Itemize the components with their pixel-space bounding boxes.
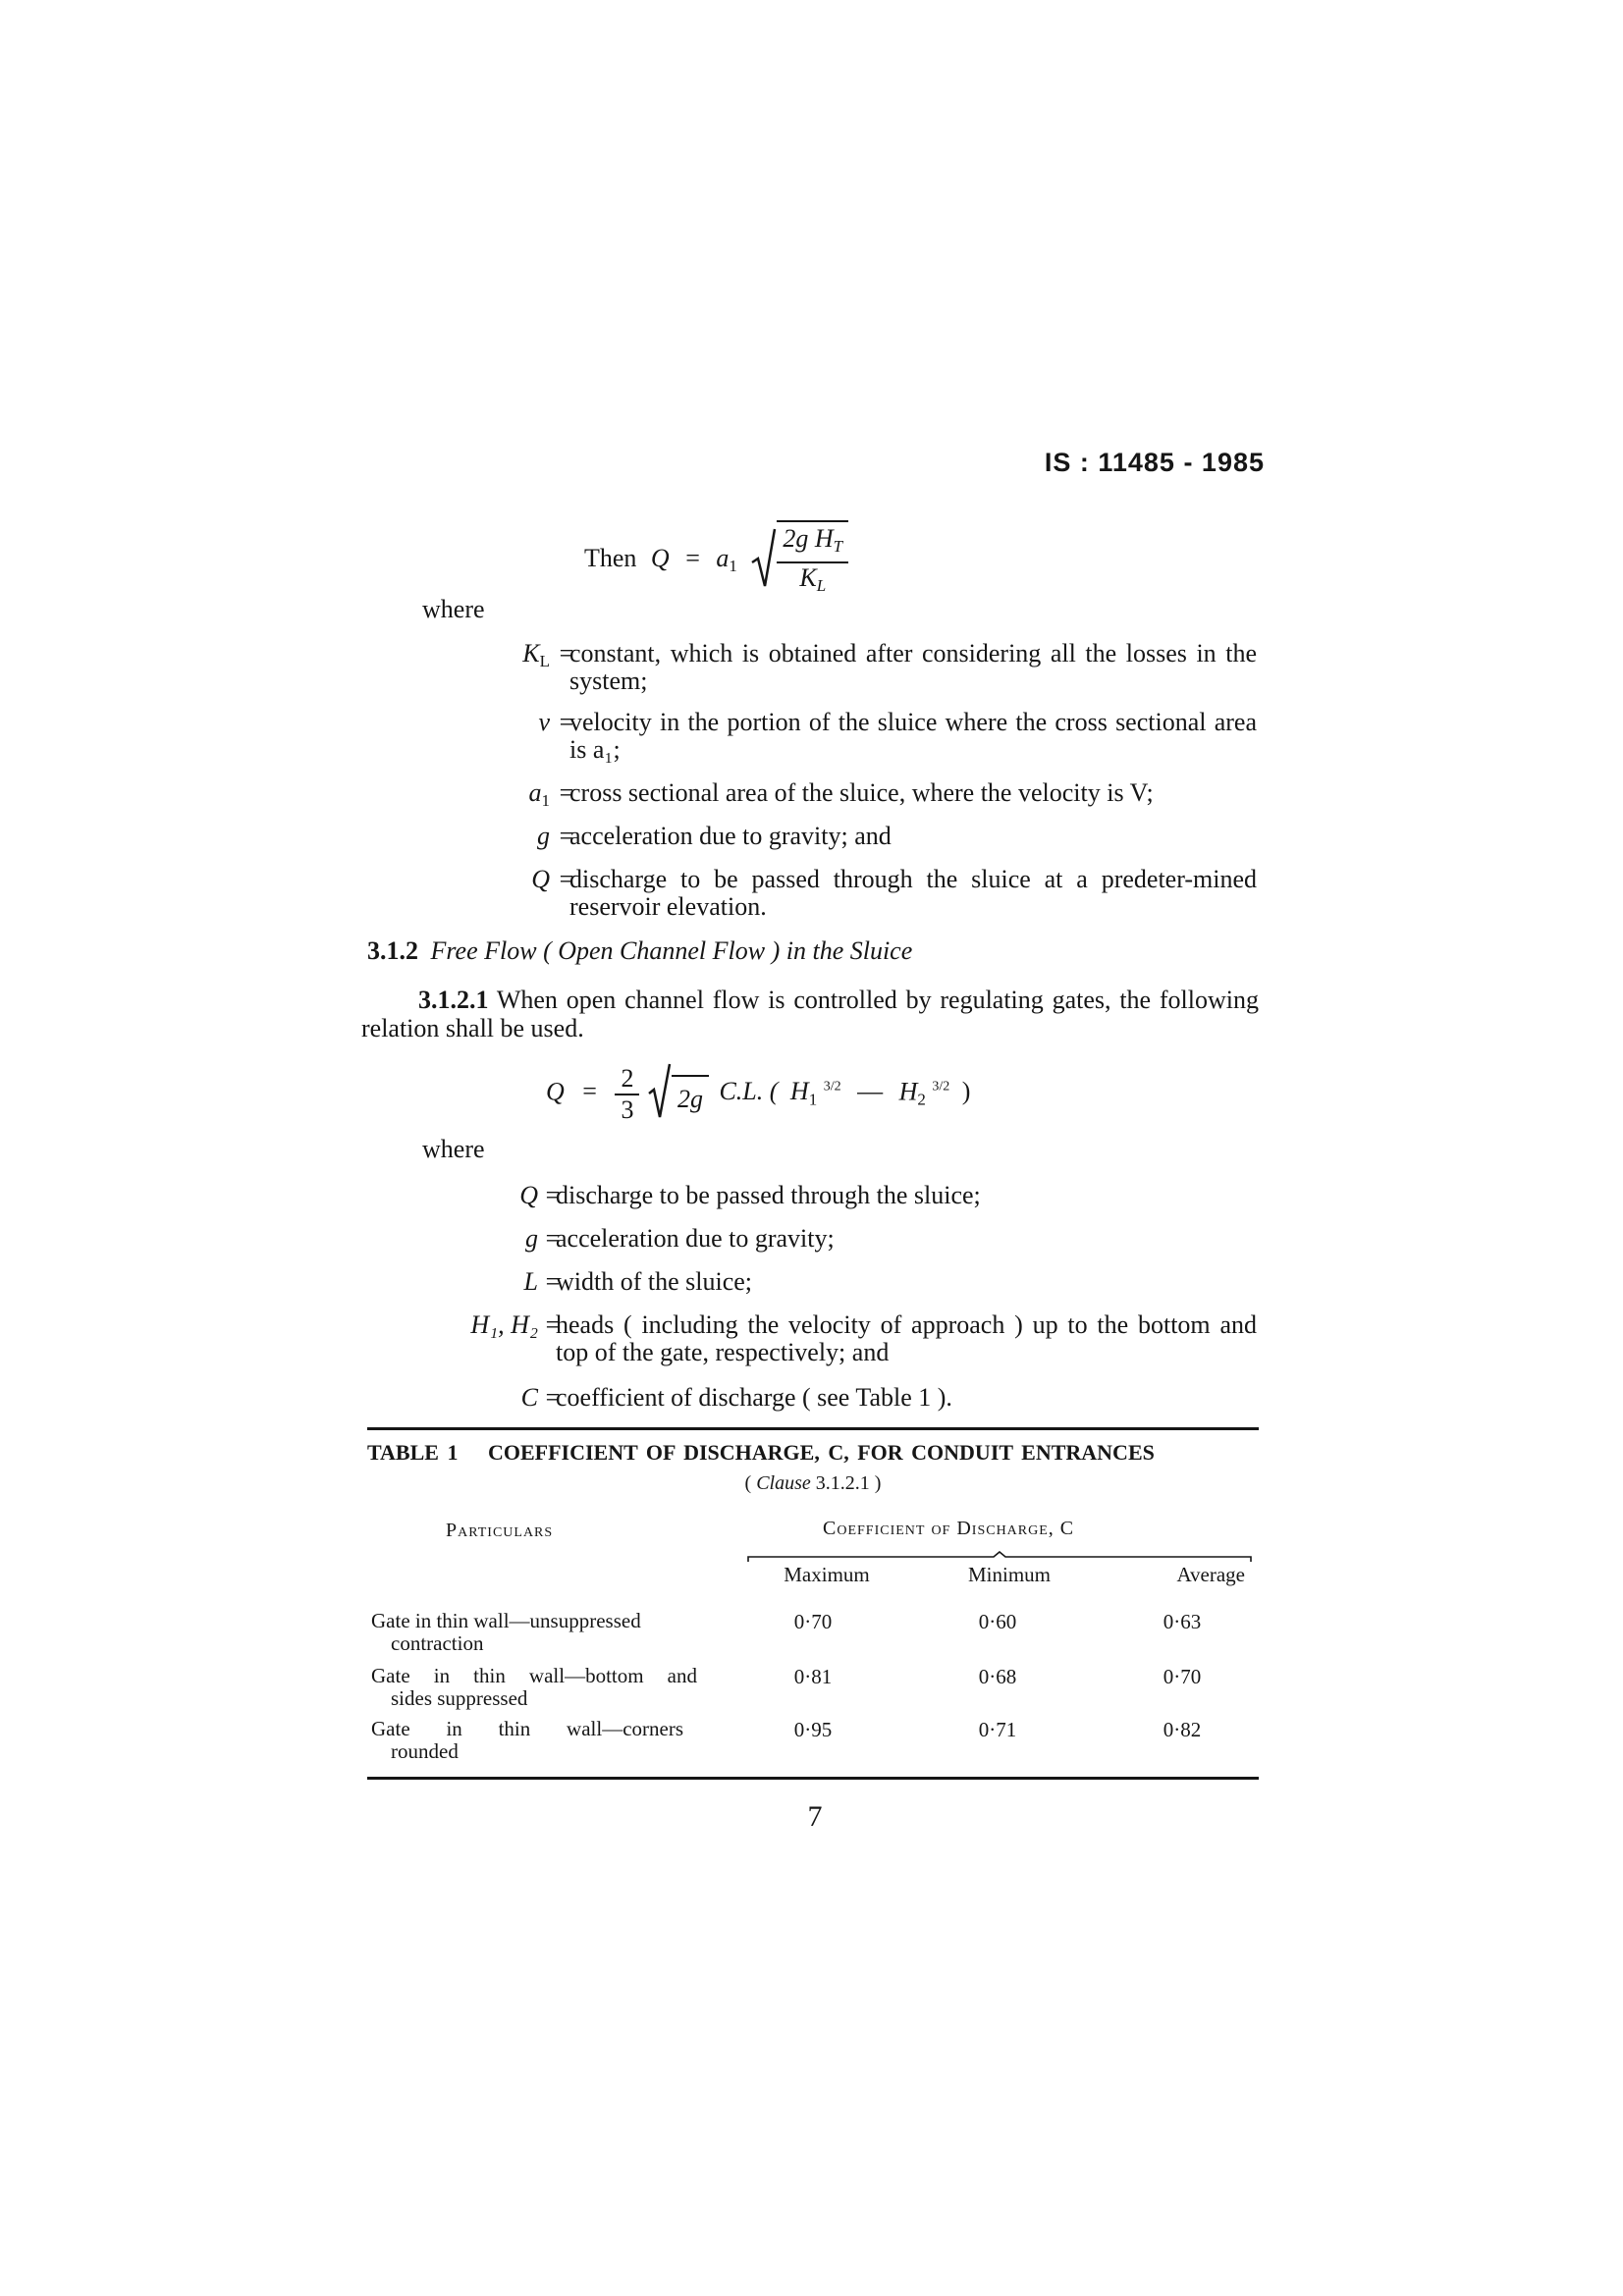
fraction-numerator: 2: [615, 1064, 639, 1095]
definition-symbol-sub: 1: [541, 791, 550, 810]
equation-1: [584, 520, 848, 601]
equation-2: [546, 1062, 970, 1126]
fraction-denominator-sub: L: [816, 576, 827, 595]
cell-average: 0·70: [1163, 1665, 1202, 1688]
definition-text: acceleration due to gravity;: [556, 1224, 835, 1253]
particulars-line-2: sides suppressed: [391, 1686, 528, 1710]
definition-item: [373, 823, 1276, 852]
table-label: TABLE 1: [367, 1440, 459, 1465]
particulars-line-2: contraction: [391, 1631, 484, 1655]
definition-symbol: Q: [531, 865, 550, 893]
row-particulars: [371, 1718, 705, 1763]
equation-h1: H: [789, 1077, 809, 1106]
cell-average: 0·82: [1163, 1718, 1202, 1741]
definition-symbol: v: [538, 708, 550, 736]
definition-text: width of the sluice;: [556, 1267, 753, 1296]
definition-equals: =: [545, 1383, 561, 1412]
cell-average: 0·63: [1163, 1610, 1202, 1633]
equation-fraction: [615, 1064, 639, 1125]
definition-item: [373, 709, 1276, 768]
definition-item: [373, 1384, 1276, 1414]
definition-text: acceleration due to gravity; and: [569, 822, 892, 850]
definition-equals: =: [559, 822, 574, 850]
column-header-maximum: Maximum: [784, 1563, 870, 1586]
definition-text: constant, which is obtained after considering all the losses in the system;: [569, 639, 1257, 695]
standard-number: IS : 11485 - 1985: [1044, 448, 1265, 477]
section-number: 3.1.2.1: [418, 986, 489, 1014]
cell-minimum: 0·71: [978, 1718, 1017, 1741]
definition-symbol: a: [528, 778, 542, 807]
equation-power-2: 3/2: [932, 1079, 950, 1095]
section-title: Free Flow ( Open Channel Flow ) in the Sluice: [430, 936, 913, 965]
equation-h1-sub: 1: [808, 1090, 818, 1109]
definition-item: [373, 1182, 1276, 1211]
fraction-numerator: 2g H: [783, 524, 834, 553]
fraction-numerator-sub: T: [833, 537, 843, 556]
clause-open: (: [744, 1472, 752, 1494]
definition-item: [373, 1225, 1276, 1255]
equation-close-paren: ): [961, 1077, 971, 1106]
fraction-denominator: K: [799, 563, 817, 592]
equation-lhs: Q: [650, 543, 670, 572]
particulars-line-1: Gate in thin wall—bottom and: [371, 1664, 697, 1687]
column-header-particulars: Particulars: [446, 1520, 554, 1541]
definition-equals: =: [559, 639, 574, 667]
equation-radicand: [777, 520, 848, 601]
equation-h2-sub: 2: [917, 1090, 926, 1109]
table-clause-ref: [367, 1472, 1259, 1495]
clause-word: Clause: [756, 1472, 811, 1494]
definition-equals: =: [545, 1267, 561, 1296]
column-group-brace-icon: [746, 1551, 1253, 1563]
row-particulars: [371, 1610, 705, 1655]
cell-maximum: 0·70: [793, 1610, 833, 1633]
definition-symbol: C: [520, 1383, 538, 1412]
equation-lead: Then: [584, 543, 637, 572]
definition-symbol: L: [523, 1267, 538, 1296]
definition-equals: =: [559, 708, 574, 736]
equation-mid: C.L. (: [719, 1077, 779, 1106]
table-bottom-rule: [367, 1777, 1259, 1780]
definition-equals: =: [545, 1224, 561, 1253]
cell-minimum: 0·68: [978, 1665, 1017, 1688]
particulars-line-1: Gate in thin wall—unsuppressed: [371, 1609, 641, 1632]
definition-item: [373, 640, 1276, 699]
equation-power-1: 3/2: [823, 1079, 841, 1095]
equation-lhs: Q: [546, 1077, 565, 1106]
square-root-sign-icon: [648, 1062, 672, 1126]
column-header-minimum: Minimum: [967, 1563, 1051, 1586]
equation-radicand: 2g: [672, 1075, 709, 1114]
table-caption: COEFFICIENT OF DISCHARGE, C, FOR CONDUIT ENTRANCES: [487, 1440, 1155, 1465]
definition-symbol-sub: L: [539, 652, 550, 670]
definition-text: heads ( including the velocity of approach ) up to the bottom and top of the gate, respectively; and: [556, 1310, 1257, 1366]
particulars-line-1: Gate in thin wall—corners: [371, 1717, 683, 1740]
cell-minimum: 0·60: [978, 1610, 1017, 1633]
clause-ref: 3.1.2.1 ): [815, 1472, 882, 1494]
equation-h2: H: [898, 1077, 918, 1106]
definition-text: velocity in the portion of the sluice where the cross sectional area is a₁;: [569, 708, 1257, 764]
definition-symbol: g: [525, 1224, 538, 1253]
definition-item: [373, 1268, 1276, 1298]
particulars-line-2: rounded: [391, 1739, 459, 1763]
equation-minus: —: [857, 1077, 884, 1106]
equation-equals: =: [685, 543, 700, 572]
definition-symbol: K: [522, 639, 540, 667]
where-label-1: where: [422, 595, 485, 623]
definition-text: discharge to be passed through the sluice at a predeter-mined reservoir elevation.: [569, 865, 1257, 921]
table-top-rule: [367, 1427, 1259, 1430]
section-number: 3.1.2: [367, 936, 418, 965]
definition-item: [373, 866, 1276, 925]
row-particulars: [371, 1665, 705, 1710]
equation-coef-sub: 1: [729, 556, 737, 575]
definition-text: discharge to be passed through the sluice;: [556, 1181, 981, 1209]
section-heading-3-1-2: [367, 936, 912, 966]
definition-item: [373, 779, 1276, 809]
fraction-denominator: 3: [621, 1095, 634, 1124]
page-number: 7: [807, 1800, 823, 1833]
table-title: [367, 1440, 1259, 1466]
definition-equals: =: [545, 1310, 561, 1339]
definition-symbol: g: [537, 822, 550, 850]
definition-text: cross sectional area of the sluice, where the velocity is V;: [569, 778, 1154, 807]
definition-symbol: Q: [519, 1181, 538, 1209]
definition-text: coefficient of discharge ( see Table 1 ).: [556, 1383, 952, 1412]
square-root-sign-icon: [751, 527, 777, 595]
definition-equals: =: [559, 865, 574, 893]
where-label-2: where: [422, 1135, 485, 1163]
section-text: When open channel flow is controlled by regulating gates, the following relation shall be used.: [361, 986, 1259, 1042]
cell-maximum: 0·81: [793, 1665, 833, 1688]
equation-equals: =: [582, 1077, 597, 1106]
equation-fraction: [777, 520, 848, 601]
column-header-average: Average: [1176, 1563, 1245, 1586]
definition-equals: =: [559, 778, 574, 807]
definition-equals: =: [545, 1181, 561, 1209]
cell-maximum: 0·95: [793, 1718, 833, 1741]
section-paragraph-3-1-2-1: [361, 986, 1259, 1042]
column-header-group: Coefficient of Discharge, C: [823, 1518, 1075, 1539]
definition-item: [373, 1311, 1276, 1370]
definition-symbol: H₁, H₂: [470, 1310, 538, 1339]
equation-coef: a: [716, 543, 730, 572]
table-header-rule: [367, 1594, 1259, 1595]
